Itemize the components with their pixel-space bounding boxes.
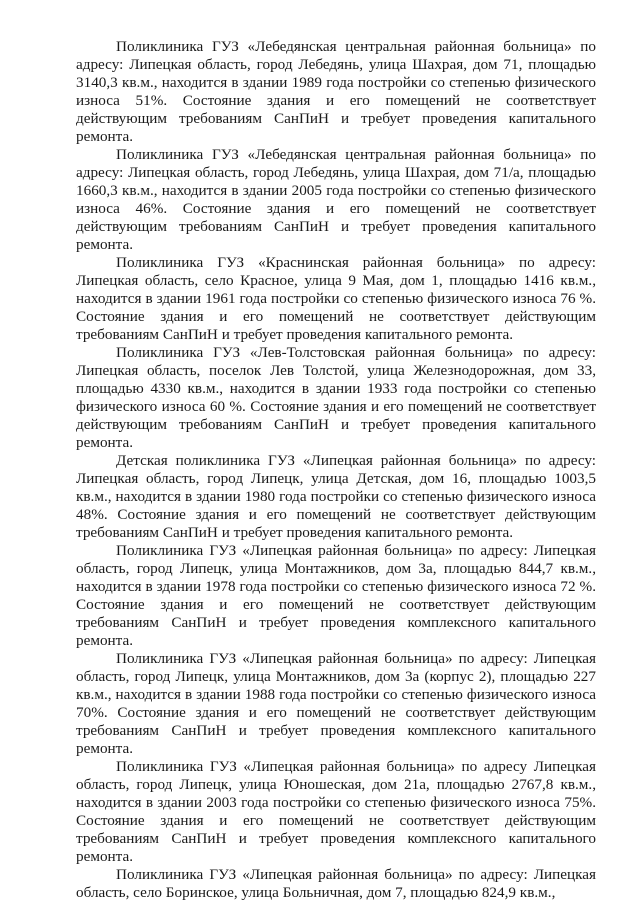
paragraph-lebedyan-polyclinic-71a: Поликлиника ГУЗ «Лебедянская центральная районная больница» по адресу: Липецкая область, город Лебедянь, улица Шахрая, дом 71/а, площадью 1660,3 кв.м., находится в здании 2005 года постройки со степенью физического износа 46%. Состояние здания и его помещений не соответствует действующим требованиям СанПиН и требует проведения капитального ремонта. — [76, 146, 596, 253]
paragraph-lipetsk-montazhnikov-3a-building-2: Поликлиника ГУЗ «Липецкая районная больница» по адресу: Липецкая область, город Липецк, улица Монтажников, дом 3а (корпус 2), площадью 227 кв.м., находится в здании 1988 года постройки со степенью физического износа 70%. Состояние здания и его помещений не соответствует действующим требованиям СанПиН и требует проведения комплексного капитального ремонта. — [76, 650, 596, 757]
paragraph-lipetsk-yunosheskaya: Поликлиника ГУЗ «Липецкая районная больница» по адресу Липецкая область, город Липецк, улица Юношеская, дом 21а, площадью 2767,8 кв.м., находится в здании 2003 года постройки со степенью физического износа 75%. Состояние здания и его помещений не соответствует действующим требованиям СанПиН и требует проведения комплексного капитального ремонта. — [76, 758, 596, 865]
paragraph-lebedyan-polyclinic-71: Поликлиника ГУЗ «Лебедянская центральная районная больница» по адресу: Липецкая область, город Лебедянь, улица Шахрая, дом 71, площадью 3140,3 кв.м., находится в здании 1989 года постройки со степенью физического износа 51%. Состояние здания и его помещений не соответствует действующим требованиям СанПиН и требует проведения капитального ремонта. — [76, 38, 596, 145]
paragraph-lipetsk-children-polyclinic: Детская поликлиника ГУЗ «Липецкая районная больница» по адресу: Липецкая область, город Липецк, улица Детская, дом 16, площадью 1003,5 кв.м., находится в здании 1980 года постройки со степенью физического износа 48%. Состояние здания и его помещений не соответствует действующим требованиям СанПиН и требует проведения капитального ремонта. — [76, 452, 596, 541]
document-page — [76, 38, 596, 902]
paragraph-lev-tolstoy-polyclinic: Поликлиника ГУЗ «Лев-Толстовская районная больница» по адресу: Липецкая область, поселок Лев Толстой, улица Железнодорожная, дом 33, площадью 4330 кв.м., находится в здании 1933 года постройки со степенью физического износа 60 %. Состояние здания и его помещений не соответствует действующим требованиям СанПиН и требует проведения капитального ремонта. — [76, 344, 596, 451]
paragraph-krasnoe-polyclinic: Поликлиника ГУЗ «Краснинская районная больница» по адресу: Липецкая область, село Красное, улица 9 Мая, дом 1, площадью 1416 кв.м., находится в здании 1961 года постройки со степенью физического износа 76 %. Состояние здания и его помещений не соответствует действующим требованиям СанПиН и требует проведения капитального ремонта. — [76, 254, 596, 343]
paragraph-lipetsk-montazhnikov-3a: Поликлиника ГУЗ «Липецкая районная больница» по адресу: Липецкая область, город Липецк, улица Монтажников, дом 3а, площадью 844,7 кв.м., находится в здании 1978 года постройки со степенью физического износа 72 %. Состояние здания и его помещений не соответствует действующим требованиям СанПиН и требует проведения комплексного капитального ремонта. — [76, 542, 596, 649]
paragraph-borinskoe-polyclinic: Поликлиника ГУЗ «Липецкая районная больница» по адресу: Липецкая область, село Боринское, улица Больничная, дом 7, площадью 824,9 кв.м., — [76, 866, 596, 901]
